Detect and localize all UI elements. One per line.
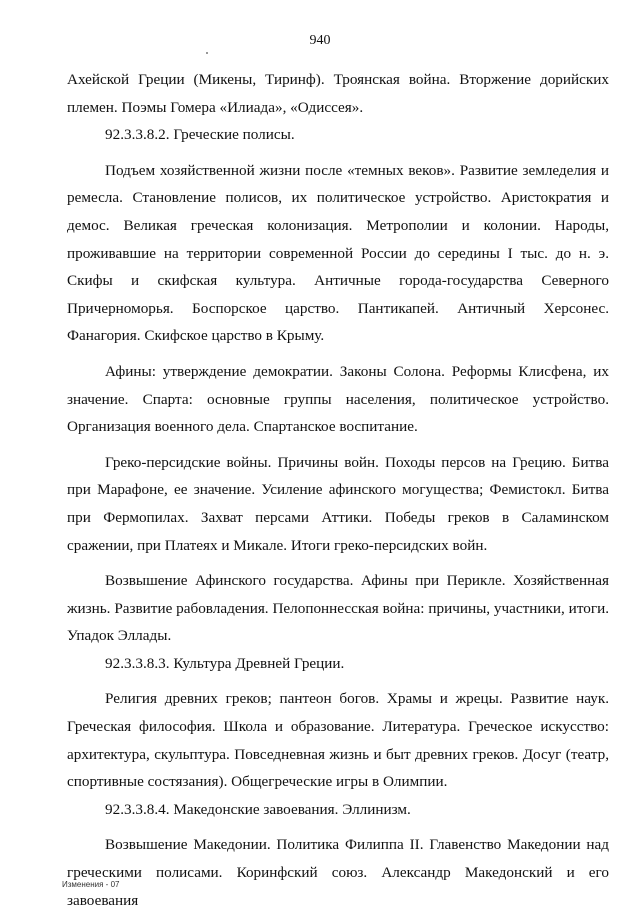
scan-speck <box>206 52 208 54</box>
page-number: 940 <box>309 33 331 48</box>
paragraph: Подъем хозяйственной жизни после «темных веков». Развитие земледелия и ремесла. Становление полисов, их политическое устройство. Аристократия и демос. Великая греческая колонизация. Метрополии и колонии. Народы, проживавшие на территории современной России до середины I тыс. до н. э. Скифы и скифская культура. Античные города-государства Северного Причерноморья. Боспорское царство. Пантикапей. Античный Херсонес. Фанагория. Скифское царство в Крыму. <box>67 161 609 345</box>
paragraph: Возвышение Македонии. Политика Филиппа II. Главенство Македонии над греческими полисами. Коринфский союз. Александр Македонский и его завоевания <box>67 836 609 909</box>
paragraph: Греко-персидские войны. Причины войн. Походы персов на Грецию. Битва при Марафоне, ее значение. Усиление афинского могущества; Фемистокл. Битва при Фермопилах. Захват персами Аттики. Победы греков в Саламинском сражении, при Платеях и Микале. Итоги греко-персидских войн. <box>67 453 609 554</box>
paragraph: Возвышение Афинского государства. Афины при Перикле. Хозяйственная жизнь. Развитие рабовладения. Пелопоннесская война: причины, участники, итоги. Упадок Эллады. <box>67 572 609 645</box>
paragraph: Афины: утверждение демократии. Законы Солона. Реформы Клисфена, их значение. Спарта: основные группы населения, политическое устройство. Организация военного дела. Спартанское воспитание. <box>67 362 609 436</box>
section-heading: 92.3.3.8.4. Македонские завоевания. Эллинизм. <box>105 800 411 818</box>
paragraph: Религия древних греков; пантеон богов. Храмы и жрецы. Развитие наук. Греческая философия. Школа и образование. Литература. Греческое искусство: архитектура, скульптура. Повседневная жизнь и быт древних греков. Досуг (театр, спортивные состязания). Общегреческие игры в Олимпии. <box>67 690 609 791</box>
document-body <box>67 66 609 914</box>
paragraph: Ахейской Греции (Микены, Тиринф). Троянская война. Вторжение дорийских племен. Поэмы Гомера «Илиада», «Одиссея». <box>67 71 609 116</box>
section-heading: 92.3.3.8.2. Греческие полисы. <box>105 126 295 144</box>
footer-revision: Изменения - 07 <box>62 880 120 889</box>
section-heading: 92.3.3.8.3. Культура Древней Греции. <box>105 654 345 672</box>
